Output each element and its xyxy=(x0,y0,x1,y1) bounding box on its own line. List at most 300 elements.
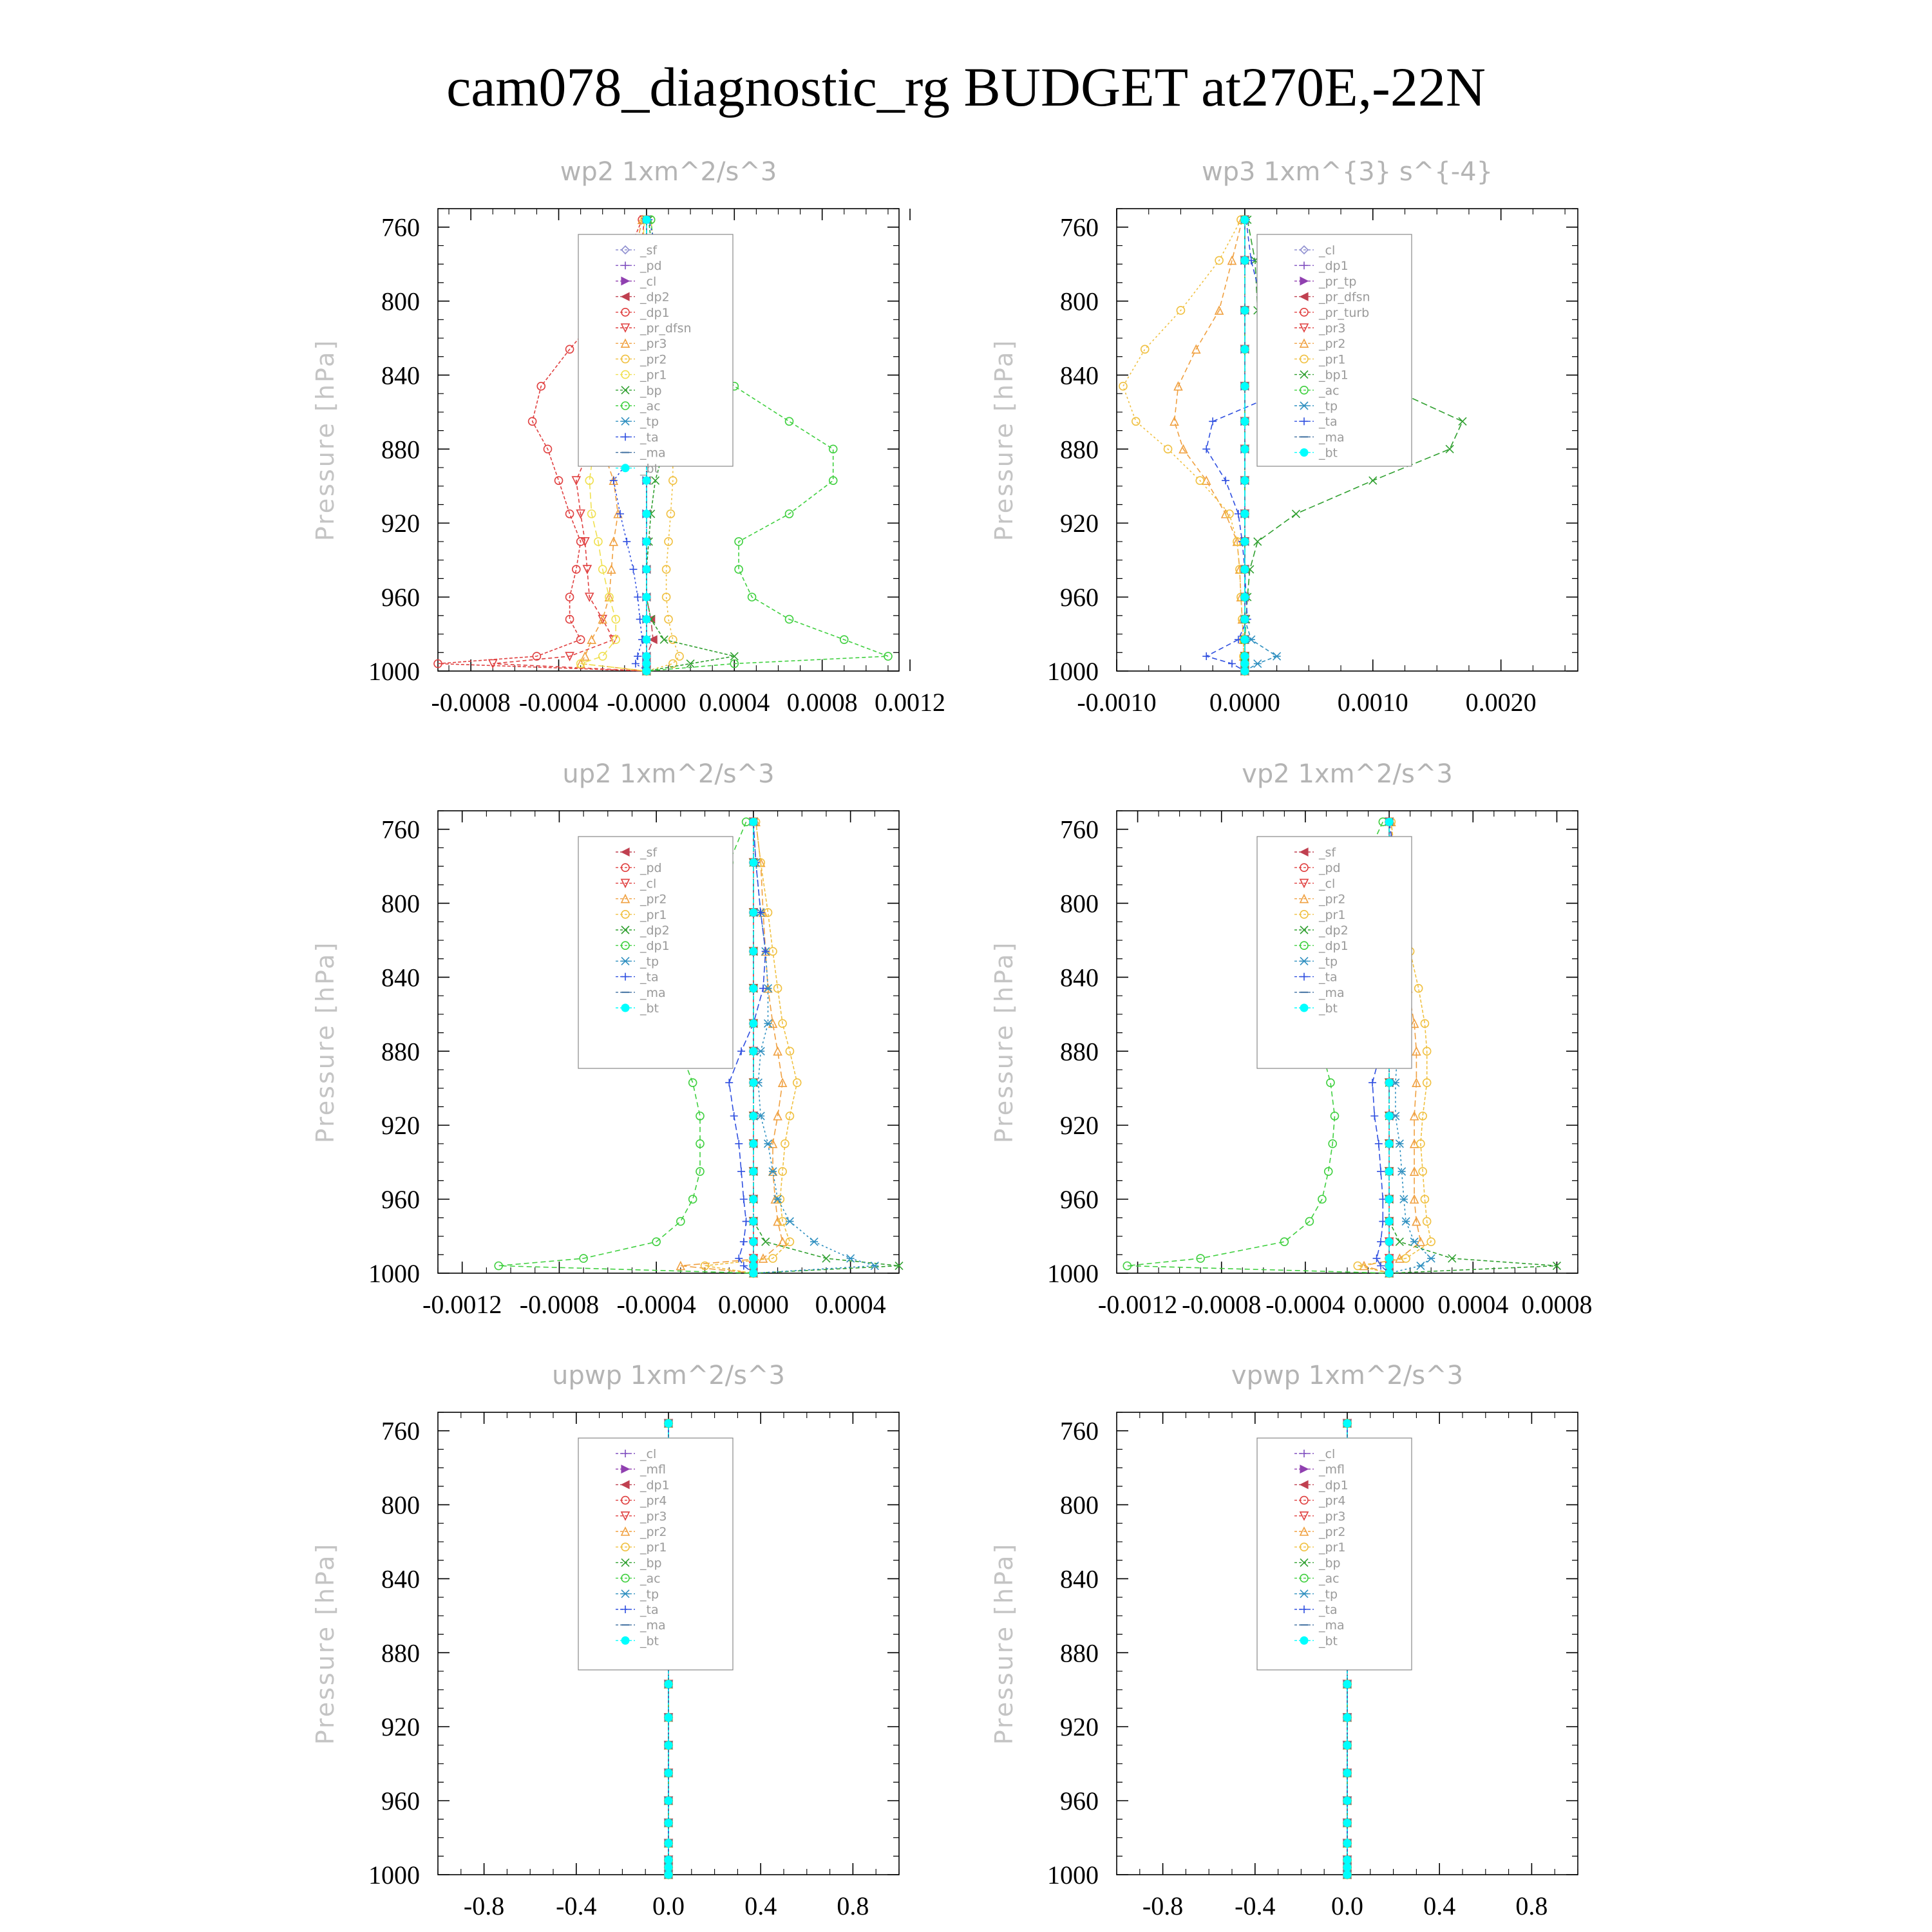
legend-label: _pr2 xyxy=(1319,892,1346,907)
y-tick-label: 840 xyxy=(1060,963,1099,992)
y-tick-label: 800 xyxy=(1060,287,1099,316)
x-tick-label: 0.0008 xyxy=(786,688,858,717)
data-point xyxy=(634,593,641,601)
data-point xyxy=(1202,445,1210,453)
y-tick-label: 760 xyxy=(381,815,420,844)
data-point xyxy=(1241,660,1249,668)
legend-label: _ac xyxy=(1319,383,1340,398)
x-tick-label: -0.4 xyxy=(1235,1891,1276,1920)
legend xyxy=(1257,837,1412,1068)
legend-label: _ta xyxy=(1319,415,1338,430)
x-tick-label: 0.0020 xyxy=(1465,688,1537,717)
data-point xyxy=(786,417,793,425)
data-point xyxy=(1241,538,1249,545)
x-tick-label: -0.0010 xyxy=(1077,688,1157,717)
legend-label: _pr1 xyxy=(640,1540,667,1555)
data-point xyxy=(1254,660,1262,668)
legend-label: _dp1 xyxy=(640,305,670,320)
y-tick-label: 840 xyxy=(381,963,420,992)
y-tick-label: 800 xyxy=(1060,1490,1099,1520)
panel-6 xyxy=(990,1361,1578,1920)
legend-label: _dp2 xyxy=(1319,923,1349,938)
panel-3 xyxy=(311,759,903,1319)
data-point xyxy=(762,1238,770,1245)
data-point xyxy=(581,652,589,660)
data-point xyxy=(1241,652,1249,660)
panel-title: vpwp 1xm^2/s^3 xyxy=(1231,1361,1464,1390)
data-point xyxy=(750,1140,757,1148)
y-axis-label: Pressure [hPa] xyxy=(990,940,1018,1144)
data-point xyxy=(665,1797,672,1804)
legend-label: _ta xyxy=(640,1603,659,1617)
legend-label: _pd xyxy=(1319,861,1341,876)
data-point xyxy=(643,667,650,675)
x-tick-label: -0.4 xyxy=(556,1891,597,1920)
legend-label: _bp1 xyxy=(1319,368,1349,383)
data-point xyxy=(1385,1269,1393,1277)
legend-label: _pr2 xyxy=(640,892,667,907)
data-point xyxy=(643,216,650,223)
y-tick-label: 920 xyxy=(381,1712,420,1742)
legend-label: _ma xyxy=(1319,1618,1345,1633)
y-tick-label: 920 xyxy=(1060,1712,1099,1742)
y-tick-label: 880 xyxy=(1060,435,1099,464)
y-tick-label: 880 xyxy=(1060,1037,1099,1066)
data-point xyxy=(750,1019,757,1027)
data-point xyxy=(1141,345,1149,353)
data-point xyxy=(1241,216,1249,223)
y-tick-label: 840 xyxy=(381,361,420,390)
x-tick-label: 0.4 xyxy=(744,1891,777,1920)
data-point xyxy=(1343,1714,1351,1721)
legend-label: _cl xyxy=(1319,243,1336,258)
legend-label: _pr1 xyxy=(1319,352,1346,367)
legend-label: _bt xyxy=(1319,1634,1338,1649)
data-point xyxy=(810,1238,818,1245)
data-point xyxy=(1370,1112,1378,1120)
y-tick-label: 760 xyxy=(1060,815,1099,844)
x-tick-label: -0.0004 xyxy=(616,1290,696,1319)
x-tick-label: -0.0008 xyxy=(519,1290,600,1319)
data-point xyxy=(665,1769,672,1777)
y-tick-label: 920 xyxy=(381,509,420,538)
x-tick-label: 0.0000 xyxy=(1209,688,1280,717)
data-point xyxy=(743,1218,750,1226)
data-point xyxy=(1343,1871,1351,1879)
legend-label: _mfl xyxy=(640,1463,666,1477)
data-point xyxy=(1385,1079,1393,1086)
legend-label: _cl xyxy=(640,876,657,891)
legend-label: _pr3 xyxy=(640,337,667,352)
data-point xyxy=(1132,417,1140,425)
data-point xyxy=(1241,417,1249,425)
y-axis-label: Pressure [hPa] xyxy=(990,1542,1018,1745)
data-point xyxy=(1241,667,1249,675)
y-tick-label: 1000 xyxy=(368,1259,420,1288)
legend-label: _tp xyxy=(1319,954,1338,969)
y-tick-label: 880 xyxy=(381,1638,420,1668)
data-point xyxy=(735,1140,743,1148)
data-point xyxy=(665,1741,672,1749)
legend-label: _pr1 xyxy=(640,368,667,383)
legend-label: _ma xyxy=(1319,985,1345,1000)
y-tick-label: 960 xyxy=(1060,583,1099,612)
y-axis-label: Pressure [hPa] xyxy=(311,1542,339,1745)
y-tick-label: 960 xyxy=(381,1185,420,1215)
data-point xyxy=(689,1195,697,1203)
data-point xyxy=(1427,1255,1435,1262)
data-point xyxy=(1410,1238,1418,1245)
legend xyxy=(578,837,733,1068)
data-point xyxy=(730,1112,738,1120)
data-point xyxy=(623,538,630,545)
legend-label: _mfl xyxy=(1319,1463,1345,1477)
legend-label: _pr4 xyxy=(640,1493,667,1508)
x-tick-label: 0.4 xyxy=(1423,1891,1456,1920)
legend-label: _cl xyxy=(640,274,657,289)
y-tick-label: 880 xyxy=(381,1037,420,1066)
data-point xyxy=(750,1262,757,1270)
panel-2 xyxy=(990,157,1578,717)
y-tick-label: 840 xyxy=(1060,1564,1099,1594)
x-tick-label: 0.0000 xyxy=(1354,1290,1425,1319)
x-tick-label: -0.8 xyxy=(463,1891,505,1920)
y-tick-label: 960 xyxy=(381,583,420,612)
series-line-dp2 xyxy=(753,822,899,1273)
data-point xyxy=(665,1680,672,1688)
data-point xyxy=(1292,510,1300,518)
legend-label: _ma xyxy=(640,1618,666,1633)
y-axis-label: Pressure [hPa] xyxy=(311,338,339,542)
data-point xyxy=(764,1140,772,1148)
data-point xyxy=(1385,1262,1393,1270)
legend-label: _ta xyxy=(640,430,659,445)
legend-label: _bt xyxy=(640,1634,659,1649)
series-line-ta xyxy=(729,822,766,1273)
data-point xyxy=(1228,660,1236,668)
data-point xyxy=(599,652,607,660)
x-tick-label: -0.0004 xyxy=(518,688,599,717)
y-tick-label: 920 xyxy=(381,1111,420,1141)
legend-marker xyxy=(621,1004,629,1012)
legend xyxy=(1257,1438,1412,1670)
legend-label: _cl xyxy=(1319,1447,1336,1461)
legend-label: _ac xyxy=(640,1571,661,1586)
data-point xyxy=(665,1839,672,1847)
data-point xyxy=(643,538,650,545)
y-tick-label: 800 xyxy=(1060,889,1099,918)
data-point xyxy=(643,636,650,643)
data-point xyxy=(750,947,757,955)
legend-label: _dp1 xyxy=(1319,1478,1349,1493)
legend-label: _cl xyxy=(640,1447,657,1461)
x-tick-label: 0.0 xyxy=(1331,1891,1363,1920)
legend-label: _ta xyxy=(640,970,659,985)
data-point xyxy=(1241,636,1249,643)
y-tick-label: 880 xyxy=(1060,1638,1099,1668)
y-tick-label: 840 xyxy=(381,1564,420,1594)
legend-label: _ta xyxy=(1319,1603,1338,1617)
x-tick-label: -0.0008 xyxy=(431,688,511,717)
data-point xyxy=(1343,1419,1351,1427)
data-point xyxy=(588,636,596,643)
x-tick-label: 0.0004 xyxy=(699,688,770,717)
data-point xyxy=(750,1195,757,1203)
x-tick-label: -0.0000 xyxy=(607,688,687,717)
data-point xyxy=(643,510,650,518)
data-point xyxy=(750,985,757,992)
data-point xyxy=(750,1255,757,1262)
legend-label: _pr1 xyxy=(1319,1540,1346,1555)
x-tick-label: -0.0012 xyxy=(422,1290,502,1319)
data-point xyxy=(643,477,650,484)
legend-label: _bt xyxy=(640,461,659,476)
data-point xyxy=(660,636,668,643)
series-line-pr2 xyxy=(1175,220,1245,671)
legend-label: _sf xyxy=(640,846,658,860)
data-point xyxy=(1241,477,1249,484)
y-tick-label: 1000 xyxy=(1047,657,1099,686)
data-point xyxy=(1385,1168,1393,1175)
legend-label: _pr2 xyxy=(640,1525,667,1539)
panel-title: wp3 1xm^{3} s^{-4} xyxy=(1201,157,1493,187)
data-point xyxy=(737,1047,745,1055)
panel-title: vp2 1xm^2/s^3 xyxy=(1242,759,1453,789)
y-tick-label: 760 xyxy=(1060,1416,1099,1446)
legend-label: _sf xyxy=(1319,846,1336,860)
x-tick-label: 0.0012 xyxy=(875,688,946,717)
y-tick-label: 1000 xyxy=(1047,1861,1099,1889)
data-point xyxy=(1459,417,1466,425)
legend-label: _pr_dfsn xyxy=(1319,290,1370,305)
data-point xyxy=(1343,1769,1351,1777)
legend-label: _ac xyxy=(640,399,661,413)
data-point xyxy=(555,477,563,484)
y-tick-label: 880 xyxy=(381,435,420,464)
legend-label: _pr_tp xyxy=(1319,274,1357,289)
data-point xyxy=(1385,1238,1393,1245)
y-tick-label: 920 xyxy=(1060,1111,1099,1141)
legend-label: _pd xyxy=(640,861,662,876)
data-point xyxy=(750,1238,757,1245)
data-point xyxy=(1241,616,1249,623)
legend-label: _cl xyxy=(1319,876,1336,891)
data-point xyxy=(1241,256,1249,264)
data-point xyxy=(1375,1140,1383,1148)
data-point xyxy=(634,652,641,660)
data-point xyxy=(1241,510,1249,518)
x-tick-label: 0.0004 xyxy=(1437,1290,1509,1319)
data-point xyxy=(665,1864,672,1871)
legend-label: _dp2 xyxy=(640,290,670,305)
data-point xyxy=(757,1047,764,1055)
data-point xyxy=(740,1195,748,1203)
legend-label: _dp1 xyxy=(640,939,670,954)
legend-label: _tp xyxy=(640,1587,659,1602)
data-point xyxy=(1241,593,1249,601)
legend-label: _pr3 xyxy=(1319,321,1346,336)
data-point xyxy=(1343,1680,1351,1688)
data-point xyxy=(1209,417,1217,425)
legend-label: _tp xyxy=(1319,1587,1338,1602)
legend xyxy=(1257,234,1412,466)
data-point xyxy=(750,1269,757,1277)
x-tick-label: 0.0010 xyxy=(1337,688,1408,717)
data-point xyxy=(1273,652,1281,660)
legend xyxy=(578,234,733,476)
data-point xyxy=(822,1255,830,1262)
data-point xyxy=(1368,1079,1376,1086)
legend-label: _dp1 xyxy=(640,1478,670,1493)
data-point xyxy=(750,1112,757,1120)
data-point xyxy=(629,565,637,573)
x-tick-label: 0.0 xyxy=(652,1891,685,1920)
y-tick-label: 760 xyxy=(381,1416,420,1446)
data-point xyxy=(665,1819,672,1827)
data-point xyxy=(750,858,757,866)
legend-label: _pr2 xyxy=(1319,1525,1346,1539)
x-tick-label: 0.0004 xyxy=(815,1290,886,1319)
data-point xyxy=(676,652,683,660)
y-tick-label: 840 xyxy=(1060,361,1099,390)
data-point xyxy=(643,652,650,660)
legend-marker xyxy=(621,1636,629,1644)
y-tick-label: 760 xyxy=(1060,213,1099,242)
legend-marker xyxy=(1300,1636,1308,1644)
legend-label: _pr_dfsn xyxy=(640,321,692,336)
data-point xyxy=(632,660,639,668)
data-point xyxy=(1222,477,1229,484)
data-point xyxy=(740,1238,748,1245)
data-point xyxy=(1241,345,1249,353)
legend-label: _pd xyxy=(640,259,662,274)
data-point xyxy=(643,660,650,668)
data-point xyxy=(677,1218,685,1226)
x-tick-label: -0.8 xyxy=(1142,1891,1184,1920)
x-tick-label: -0.0012 xyxy=(1097,1290,1178,1319)
y-tick-label: 800 xyxy=(381,889,420,918)
data-point xyxy=(1417,1262,1425,1270)
data-point xyxy=(1385,1140,1393,1148)
data-point xyxy=(750,818,757,826)
legend xyxy=(578,1438,733,1670)
data-point xyxy=(1241,565,1249,573)
data-point xyxy=(1385,1112,1393,1120)
legend-label: _bt xyxy=(1319,446,1338,460)
data-point xyxy=(665,1714,672,1721)
data-point xyxy=(1241,307,1249,314)
panel-1 xyxy=(311,157,945,717)
y-tick-label: 1000 xyxy=(1047,1259,1099,1288)
data-point xyxy=(652,477,659,484)
data-point xyxy=(786,1218,793,1226)
legend-label: _sf xyxy=(640,243,658,258)
y-tick-label: 800 xyxy=(381,287,420,316)
data-point xyxy=(1241,383,1249,390)
data-point xyxy=(1119,383,1127,390)
x-tick-label: -0.0004 xyxy=(1265,1290,1345,1319)
data-point xyxy=(1373,1255,1381,1262)
panel-5 xyxy=(311,1361,899,1920)
legend-marker xyxy=(621,464,629,472)
data-point xyxy=(737,1168,745,1175)
legend-label: _ac xyxy=(1319,1571,1340,1586)
legend-label: _bt xyxy=(1319,1001,1338,1016)
legend-label: _tp xyxy=(1319,399,1338,413)
data-point xyxy=(643,593,650,601)
data-point xyxy=(1385,1218,1393,1226)
data-point xyxy=(689,1079,697,1086)
legend-label: _bp xyxy=(1319,1556,1341,1571)
data-point xyxy=(1343,1797,1351,1804)
page-title: cam078_diagnostic_rg BUDGET at270E,-22N xyxy=(446,56,1486,118)
legend-marker xyxy=(1300,1004,1308,1012)
legend-label: _dp2 xyxy=(640,923,670,938)
y-tick-label: 960 xyxy=(1060,1185,1099,1215)
data-point xyxy=(750,909,757,916)
legend-label: _pr1 xyxy=(1319,907,1346,922)
y-tick-label: 960 xyxy=(381,1786,420,1816)
x-tick-label: 0.8 xyxy=(837,1891,869,1920)
data-point xyxy=(750,1047,757,1055)
data-point xyxy=(750,1079,757,1086)
legend-label: _bp xyxy=(640,1556,662,1571)
legend-label: _pr3 xyxy=(1319,1509,1346,1524)
data-point xyxy=(750,1168,757,1175)
legend-label: _ma xyxy=(640,446,666,460)
legend-label: _bt xyxy=(640,1001,659,1016)
data-point xyxy=(1254,538,1262,545)
data-point xyxy=(1385,1255,1393,1262)
legend-label: _pr2 xyxy=(1319,337,1346,352)
data-point xyxy=(1377,1238,1385,1245)
data-point xyxy=(1280,1238,1288,1245)
y-axis-label: Pressure [hPa] xyxy=(311,940,339,1144)
legend-label: _tp xyxy=(640,415,659,430)
data-point xyxy=(665,1856,672,1864)
x-tick-label: 0.0008 xyxy=(1521,1290,1593,1319)
data-point xyxy=(643,616,650,623)
data-point xyxy=(1343,1856,1351,1864)
panel-title: wp2 1xm^2/s^3 xyxy=(560,157,777,187)
legend-label: _dp1 xyxy=(1319,939,1349,954)
data-point xyxy=(1343,1839,1351,1847)
legend-marker xyxy=(1300,449,1308,457)
x-tick-label: 0.0000 xyxy=(717,1290,789,1319)
y-tick-label: 1000 xyxy=(368,1861,420,1889)
legend-label: _pr3 xyxy=(640,1509,667,1524)
legend-label: _ma xyxy=(1319,430,1345,445)
data-point xyxy=(1385,818,1393,826)
data-point xyxy=(1396,1238,1403,1245)
data-point xyxy=(1385,1195,1393,1203)
data-point xyxy=(1446,445,1454,453)
legend-label: _pr_turb xyxy=(1319,305,1370,320)
legend-label: _pr4 xyxy=(1319,1493,1346,1508)
data-point xyxy=(725,1079,733,1086)
data-point xyxy=(1343,1864,1351,1871)
data-point xyxy=(750,1218,757,1226)
y-tick-label: 920 xyxy=(1060,509,1099,538)
legend-label: _pr2 xyxy=(640,352,667,367)
data-point xyxy=(1241,445,1249,453)
panel-4 xyxy=(990,759,1592,1319)
data-point xyxy=(1343,1819,1351,1827)
data-point xyxy=(643,565,650,573)
legend-label: _tp xyxy=(640,954,659,969)
series-line-tp xyxy=(753,822,875,1273)
data-point xyxy=(1369,477,1377,484)
